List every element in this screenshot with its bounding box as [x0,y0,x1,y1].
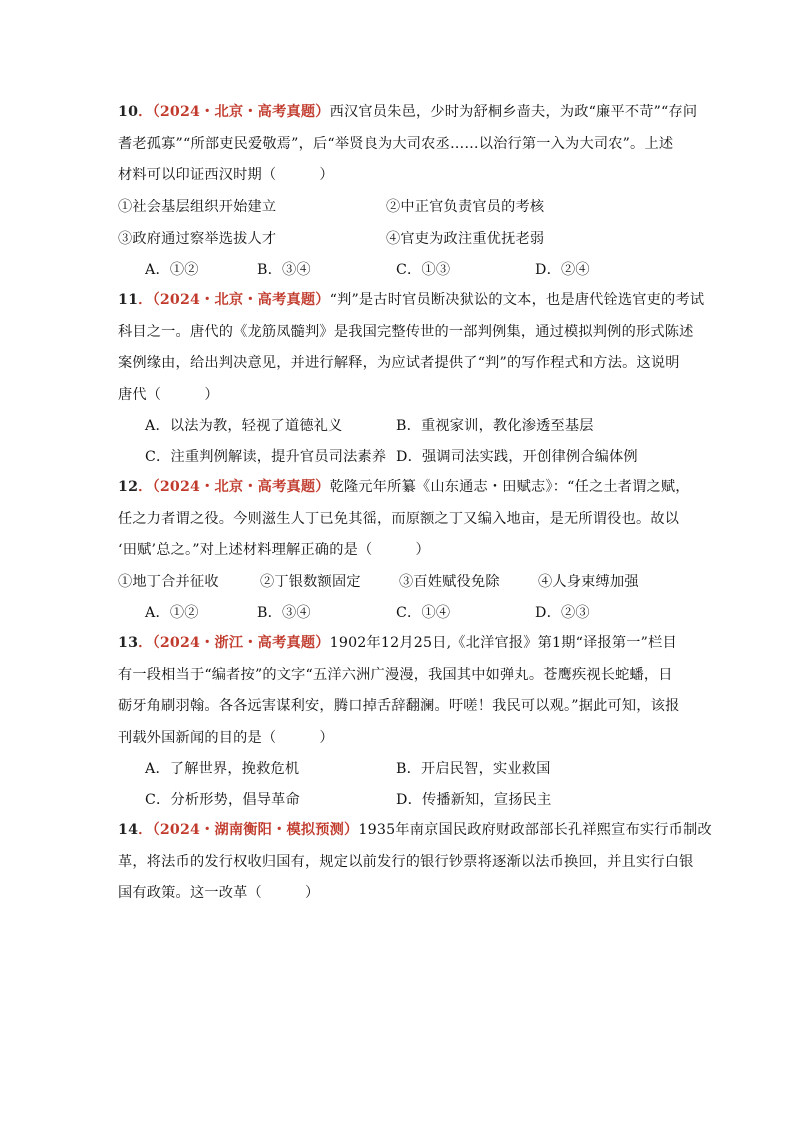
question-source: 2024・北京・高考真题 [159,479,316,495]
question-10-line-1 [118,97,698,129]
question-text: 国有政策。这一改革（ ） [118,885,320,901]
question-number: 13 [118,635,139,651]
question-text: 耆老孤寡”“所部吏民爱敬焉”，后“举贤良为大司农丞……以治行第一入为大司农”。上述 [118,135,674,152]
source-close: ） [344,822,359,838]
question-12-items [118,571,688,591]
choice-b[interactable]: B．③④ [257,262,311,278]
source-close: ） [315,104,330,120]
question-text: 刊载外国新闻的目的是（ ） [118,729,334,746]
source-open: ．（ [138,822,160,838]
question-number: 12 [118,479,139,495]
question-text: 1935年南京国民政府财政部部长孔祥熙宣布实行币制改 [358,822,712,838]
question-10-items-row-1 [118,196,678,216]
choice-a[interactable]: A．了解世界，挽救危机 [145,761,300,777]
question-10-choices [145,259,685,279]
source-close: ） [315,479,330,495]
choice-c[interactable]: C．注重判例解读，提升官员司法素养 [145,449,387,465]
choice-d[interactable]: D．传播新知，宣扬民主 [396,792,552,808]
choice-b[interactable]: B．重视家训，教化渗透至基层 [396,418,594,434]
question-number: 11 [118,292,139,308]
question-text: “判”是古时官员断决狱讼的文本，也是唐代铨选官吏的考试 [329,292,705,308]
question-text: 唐代（ ） [118,386,219,403]
question-number: 14 [118,822,139,838]
question-text: ‘田赋’总之。”对上述材料理解正确的是（ ） [118,542,430,558]
question-11-choices-row-1 [145,415,685,435]
choice-d[interactable]: D．②③ [535,605,590,621]
statement-item: ④人身束缚加强 [538,574,639,590]
question-13-choices-row-2 [145,789,685,809]
choice-a[interactable]: A．以法为教，轻视了道德礼义 [145,418,343,434]
source-open: ．（ [138,479,160,495]
question-source: 2024・浙江・高考真题 [159,635,316,651]
source-open: ．（ [138,104,160,120]
question-14 [118,815,712,910]
question-source: 2024・北京・高考真题 [159,292,316,308]
source-close: ） [315,292,330,308]
question-11-line-1 [118,285,705,317]
question-text: 革，将法币的发行权收归国有，规定以前发行的银行钞票将逐渐以法币换回，并且实行白银 [118,853,694,870]
question-text: 科目之一。唐代的《龙筋凤髓判》是我国完整传世的一部判例集，通过模拟判例的形式陈述 [118,323,694,340]
question-10 [118,97,698,192]
choice-b[interactable]: B．③④ [257,605,311,621]
choice-a[interactable]: A．①② [145,605,199,621]
choice-a[interactable]: A．①② [145,262,199,278]
source-open: ．（ [138,292,160,308]
question-11-choices-row-2 [145,446,685,466]
question-text: 有一段相当于“编者按”的文字“五洋六洲广漫漫，我国其中如弹丸。苍鹰疾视长蛇蟠，日 [118,666,673,683]
question-text: 西汉官员朱邑，少时为舒桐乡啬夫，为政“廉平不苛”“存问 [329,104,698,120]
question-14-line-1 [118,815,712,847]
statement-item: ③百姓赋役免除 [399,574,500,590]
choice-b[interactable]: B．开启民智，实业救国 [396,761,551,777]
question-text: 1902年12月25日,《北洋官报》第1期“译报第一”栏目 [329,635,677,651]
question-source: 2024・湖南衡阳・模拟预测 [159,822,345,838]
question-13-line-1 [118,628,683,660]
choice-d[interactable]: D．强调司法实践，开创律例合编体例 [396,449,638,465]
source-open: ．（ [138,635,160,651]
question-text: 案例缘由，给出判决意见，并进行解释，为应试者提供了“判”的写作程式和方法。这说明 [118,355,680,371]
question-12 [118,472,690,567]
statement-item: ④官吏为政注重优抚老弱 [386,231,545,247]
statement-item: ①地丁合并征收 [118,574,219,590]
question-source: 2024・北京・高考真题 [159,104,316,120]
statement-item: ②中正官负责官员的考核 [386,199,545,215]
question-12-choices [145,602,685,622]
question-13-choices-row-1 [145,758,685,778]
question-text: 砺牙角刷羽翰。各各远害谋利安，腾口掉舌辞翻澜。吁嗟！我民可以观。”据此可知，该报 [118,698,680,714]
choice-d[interactable]: D．②④ [535,262,590,278]
choice-c[interactable]: C．①④ [396,605,451,621]
source-close: ） [315,635,330,651]
question-number: 10 [118,104,139,120]
question-text: 乾隆元年所纂《山东通志・田赋志》：“任之土者谓之赋， [329,479,690,495]
question-text: 任之力者谓之役。今则滋生人丁已免其徭，而原额之丁又编入地亩，是无所谓役也。故以 [118,510,680,527]
statement-item: ③政府通过察举选拔人才 [118,231,277,247]
question-12-line-1 [118,472,690,504]
question-text: 材料可以印证西汉时期（ ） [118,167,334,183]
question-13 [118,628,683,754]
question-11 [118,285,705,411]
choice-c[interactable]: C．①③ [396,262,451,278]
statement-item: ①社会基层组织开始建立 [118,199,277,215]
question-10-items-row-2 [118,228,678,248]
statement-item: ②丁银数额固定 [260,574,361,590]
choice-c[interactable]: C．分析形势，倡导革命 [145,792,300,808]
